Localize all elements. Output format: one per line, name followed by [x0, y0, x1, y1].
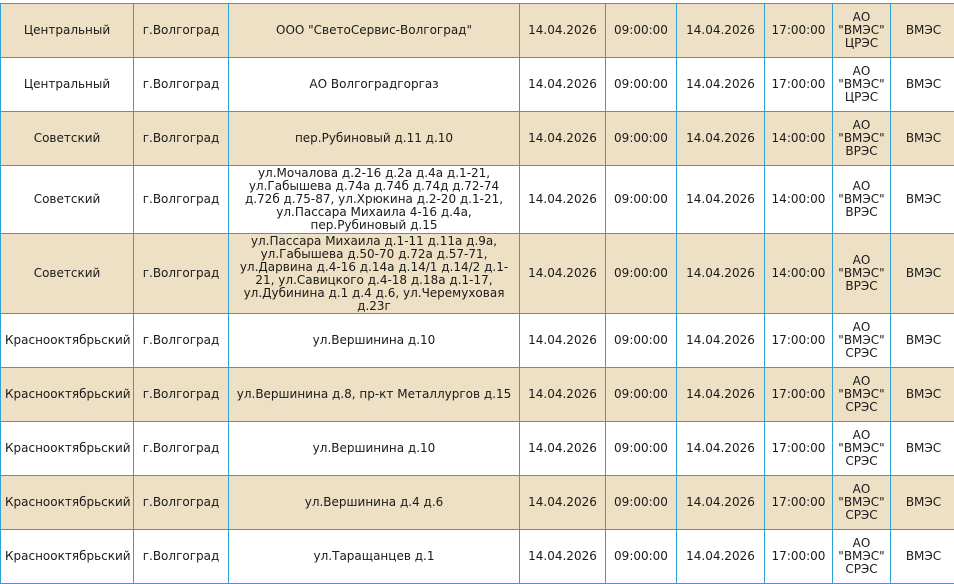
- end-date-cell: 14.04.2026: [677, 476, 765, 530]
- start-date-cell: 14.04.2026: [520, 476, 606, 530]
- district-cell: Центральный: [1, 4, 134, 58]
- start-date-cell: 14.04.2026: [520, 422, 606, 476]
- org-cell: ВМЭС: [891, 476, 954, 530]
- city-cell: г.Волгоград: [134, 422, 229, 476]
- end-date-cell: 14.04.2026: [677, 530, 765, 584]
- start-date-cell: 14.04.2026: [520, 58, 606, 112]
- city-cell: г.Волгоград: [134, 58, 229, 112]
- outage-schedule-table: [0, 3, 954, 584]
- table-row: [1, 530, 954, 584]
- city-cell: г.Волгоград: [134, 530, 229, 584]
- district-cell: Центральный: [1, 58, 134, 112]
- company-cell: АО "ВМЭС" СРЭС: [833, 476, 891, 530]
- org-cell: ВМЭС: [891, 4, 954, 58]
- table-row: [1, 476, 954, 530]
- address-cell: ул.Таращанцев д.1: [229, 530, 520, 584]
- start-time-cell: 09:00:00: [606, 166, 677, 234]
- district-cell: Советский: [1, 166, 134, 234]
- start-date-cell: 14.04.2026: [520, 234, 606, 314]
- start-date-cell: 14.04.2026: [520, 530, 606, 584]
- start-time-cell: 09:00:00: [606, 112, 677, 166]
- city-cell: г.Волгоград: [134, 4, 229, 58]
- end-date-cell: 14.04.2026: [677, 368, 765, 422]
- company-cell: АО "ВМЭС" ЦРЭС: [833, 58, 891, 112]
- district-cell: Краснооктябрьский: [1, 422, 134, 476]
- city-cell: г.Волгоград: [134, 476, 229, 530]
- company-cell: АО "ВМЭС" СРЭС: [833, 530, 891, 584]
- end-time-cell: 17:00:00: [765, 4, 833, 58]
- table-row: [1, 368, 954, 422]
- city-cell: г.Волгоград: [134, 166, 229, 234]
- district-cell: Краснооктябрьский: [1, 476, 134, 530]
- address-cell: ул.Вершинина д.4 д.6: [229, 476, 520, 530]
- address-cell: пер.Рубиновый д.11 д.10: [229, 112, 520, 166]
- org-cell: ВМЭС: [891, 314, 954, 368]
- end-time-cell: 17:00:00: [765, 314, 833, 368]
- start-time-cell: 09:00:00: [606, 314, 677, 368]
- end-time-cell: 17:00:00: [765, 476, 833, 530]
- table-row: [1, 422, 954, 476]
- end-time-cell: 17:00:00: [765, 530, 833, 584]
- table-row: [1, 234, 954, 314]
- org-cell: ВМЭС: [891, 422, 954, 476]
- start-date-cell: 14.04.2026: [520, 368, 606, 422]
- end-time-cell: 14:00:00: [765, 166, 833, 234]
- table-row: [1, 166, 954, 234]
- org-cell: ВМЭС: [891, 368, 954, 422]
- address-cell: ул.Вершинина д.8, пр-кт Металлургов д.15: [229, 368, 520, 422]
- company-cell: АО "ВМЭС" СРЭС: [833, 368, 891, 422]
- district-cell: Краснооктябрьский: [1, 368, 134, 422]
- district-cell: Краснооктябрьский: [1, 314, 134, 368]
- start-time-cell: 09:00:00: [606, 234, 677, 314]
- start-date-cell: 14.04.2026: [520, 314, 606, 368]
- start-time-cell: 09:00:00: [606, 368, 677, 422]
- end-date-cell: 14.04.2026: [677, 58, 765, 112]
- company-cell: АО "ВМЭС" ВРЭС: [833, 112, 891, 166]
- company-cell: АО "ВМЭС" ЦРЭС: [833, 4, 891, 58]
- end-time-cell: 17:00:00: [765, 422, 833, 476]
- table-row: [1, 4, 954, 58]
- end-date-cell: 14.04.2026: [677, 166, 765, 234]
- end-time-cell: 14:00:00: [765, 234, 833, 314]
- table-row: [1, 314, 954, 368]
- city-cell: г.Волгоград: [134, 234, 229, 314]
- company-cell: АО "ВМЭС" СРЭС: [833, 422, 891, 476]
- city-cell: г.Волгоград: [134, 112, 229, 166]
- district-cell: Советский: [1, 112, 134, 166]
- org-cell: ВМЭС: [891, 530, 954, 584]
- address-cell: ООО "СветоСервис-Волгоград": [229, 4, 520, 58]
- address-cell: ул.Пассара Михаила д.1-11 д.11а д.9а, ул.Габышева д.50-70 д.72а д.57-71, ул.Дарвина д.4-16 д.14а д.14/1 д.14/2 д.1-21, ул.Савицкого д.4-18 д.18а д.1-17, ул.Дубинина д.1 д.4 д.6, ул.Черемуховая д.23г: [229, 234, 520, 314]
- org-cell: ВМЭС: [891, 234, 954, 314]
- end-time-cell: 17:00:00: [765, 58, 833, 112]
- start-time-cell: 09:00:00: [606, 476, 677, 530]
- end-date-cell: 14.04.2026: [677, 112, 765, 166]
- company-cell: АО "ВМЭС" ВРЭС: [833, 234, 891, 314]
- city-cell: г.Волгоград: [134, 314, 229, 368]
- table-row: [1, 58, 954, 112]
- end-date-cell: 14.04.2026: [677, 4, 765, 58]
- start-time-cell: 09:00:00: [606, 58, 677, 112]
- end-date-cell: 14.04.2026: [677, 314, 765, 368]
- org-cell: ВМЭС: [891, 112, 954, 166]
- district-cell: Советский: [1, 234, 134, 314]
- table-row: [1, 112, 954, 166]
- start-date-cell: 14.04.2026: [520, 4, 606, 58]
- org-cell: ВМЭС: [891, 58, 954, 112]
- company-cell: АО "ВМЭС" ВРЭС: [833, 166, 891, 234]
- start-time-cell: 09:00:00: [606, 4, 677, 58]
- end-date-cell: 14.04.2026: [677, 422, 765, 476]
- company-cell: АО "ВМЭС" СРЭС: [833, 314, 891, 368]
- start-date-cell: 14.04.2026: [520, 166, 606, 234]
- start-time-cell: 09:00:00: [606, 422, 677, 476]
- start-date-cell: 14.04.2026: [520, 112, 606, 166]
- end-time-cell: 17:00:00: [765, 368, 833, 422]
- end-time-cell: 14:00:00: [765, 112, 833, 166]
- address-cell: ул.Вершинина д.10: [229, 422, 520, 476]
- district-cell: Краснооктябрьский: [1, 530, 134, 584]
- org-cell: ВМЭС: [891, 166, 954, 234]
- address-cell: ул.Вершинина д.10: [229, 314, 520, 368]
- city-cell: г.Волгоград: [134, 368, 229, 422]
- end-date-cell: 14.04.2026: [677, 234, 765, 314]
- start-time-cell: 09:00:00: [606, 530, 677, 584]
- address-cell: АО Волгоградгоргаз: [229, 58, 520, 112]
- address-cell: ул.Мочалова д.2-16 д.2а д.4а д.1-21, ул.Габышева д.74а д.74б д.74д д.72-74 д.72б д.75-87, ул.Хрюкина д.2-20 д.1-21, ул.Пассара Михаила 4-16 д.4а, пер.Рубиновый д.15: [229, 166, 520, 234]
